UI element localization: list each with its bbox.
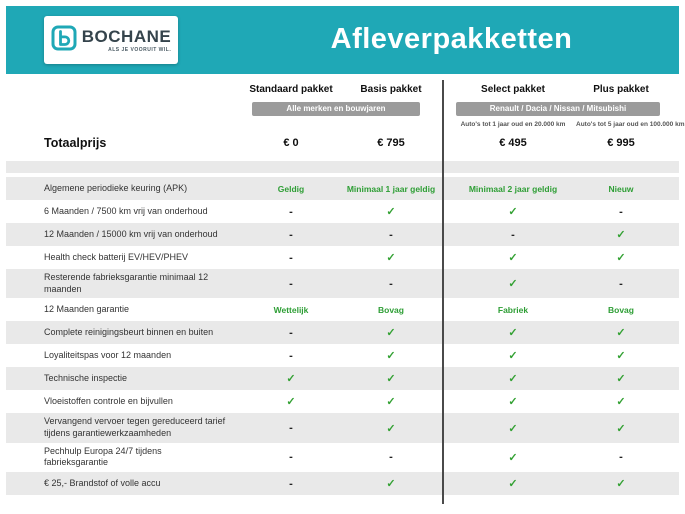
feature-label: Pechhulp Europa 24/7 tijdens fabrieksgarantie: [44, 445, 162, 468]
check-icon: ✓: [616, 327, 626, 340]
check-icon: ✓: [508, 327, 518, 340]
feature-label: Loyaliteitspas voor 12 maanden: [44, 350, 172, 361]
check-icon: ✓: [508, 478, 518, 491]
check-icon: ✓: [508, 422, 518, 435]
check-icon: ✓: [616, 396, 626, 409]
column-divider: [442, 80, 444, 504]
feature-label: 12 Maanden / 15000 km vrij van onderhoud: [44, 228, 218, 239]
column-headers: [6, 78, 679, 100]
dash-mark: -: [289, 228, 293, 241]
dash-mark: -: [389, 277, 393, 290]
check-icon: ✓: [508, 373, 518, 386]
dash-mark: -: [289, 277, 293, 290]
feature-row: [6, 443, 679, 472]
bochane-logo: [44, 16, 178, 64]
check-icon: ✓: [508, 252, 518, 264]
feature-label: 12 Maanden garantie: [44, 304, 130, 315]
feature-row: [6, 321, 679, 344]
feature-row: [6, 472, 679, 495]
dash-mark: -: [619, 277, 623, 290]
dash-mark: -: [289, 326, 293, 339]
spacer-row: [6, 161, 679, 173]
feature-row: [6, 413, 679, 442]
check-icon: ✓: [386, 373, 396, 386]
feature-label: Algemene periodieke keuring (APK): [44, 182, 188, 193]
feature-row: [6, 200, 679, 223]
check-icon: ✓: [616, 373, 626, 386]
total-price-plus: € 995: [607, 137, 635, 149]
feature-row: [6, 390, 679, 413]
feature-row: [6, 269, 679, 298]
check-icon: ✓: [508, 206, 518, 218]
dash-mark: -: [289, 251, 293, 264]
check-icon: ✓: [386, 206, 396, 218]
feature-value-text: Bovag: [378, 304, 404, 315]
dash-mark: -: [619, 451, 623, 464]
total-price-row: [6, 130, 679, 156]
feature-row: [6, 246, 679, 269]
column-header-standaard: Standaard pakket: [249, 83, 333, 95]
logo-text: [82, 28, 171, 53]
feature-value-text: Nieuw: [608, 183, 634, 194]
dash-mark: -: [511, 228, 515, 241]
feature-value-text: Minimaal 1 jaar geldig: [346, 183, 436, 194]
note-select: Auto's tot 1 jaar oud en 20.000 km: [460, 120, 566, 128]
check-icon: ✓: [616, 252, 626, 264]
dash-mark: -: [289, 477, 293, 490]
column-header-select: Select pakket: [481, 83, 545, 95]
dash-mark: -: [619, 205, 623, 218]
total-price-standaard: € 0: [283, 137, 299, 149]
check-icon: ✓: [616, 478, 626, 491]
feature-label: 6 Maanden / 7500 km vrij van onderhoud: [44, 205, 208, 216]
check-icon: ✓: [386, 350, 396, 363]
dash-mark: -: [289, 422, 293, 435]
column-header-plus: Plus pakket: [593, 83, 649, 95]
column-header-basis: Basis pakket: [360, 83, 422, 95]
bochane-logo-icon: [51, 25, 77, 56]
check-icon: ✓: [386, 396, 396, 409]
feature-value-text: Bovag: [608, 304, 634, 315]
check-icon: ✓: [286, 396, 296, 409]
package-comparison-table: [6, 78, 685, 495]
dash-mark: -: [389, 451, 393, 464]
check-icon: ✓: [386, 422, 396, 435]
check-icon: ✓: [386, 327, 396, 340]
brand-tagline: ALS JE VOORUIT WIL.: [108, 46, 172, 53]
check-icon: ✓: [508, 278, 518, 291]
note-plus: Auto's tot 5 jaar oud en 100.000 km: [576, 120, 685, 128]
total-price-select: € 495: [499, 137, 527, 149]
badge-renault-dacia-nissan-mitsubishi: Renault / Dacia / Nissan / Mitsubishi: [456, 102, 660, 117]
badge-all-brands: Alle merken en bouwjaren: [252, 102, 420, 117]
page-title: Afleverpakketten: [330, 22, 573, 55]
check-icon: ✓: [616, 350, 626, 363]
feature-row: [6, 177, 679, 200]
feature-label: Vloeistoffen controle en bijvullen: [44, 396, 173, 407]
dash-mark: -: [289, 451, 293, 464]
header-banner: [6, 6, 679, 74]
brand-name: BOCHANE: [81, 26, 172, 46]
check-icon: ✓: [386, 252, 396, 264]
feature-value-text: Geldig: [277, 183, 305, 194]
feature-label: € 25,- Brandstof of volle accu: [44, 477, 161, 488]
total-price-label: Totaalprijs: [44, 136, 107, 150]
total-price-basis: € 795: [377, 137, 405, 149]
feature-label: Technische inspectie: [44, 373, 128, 384]
feature-value-text: Fabriek: [497, 304, 529, 315]
dash-mark: -: [389, 228, 393, 241]
feature-label: Health check batterij EV/HEV/PHEV: [44, 251, 189, 262]
check-icon: ✓: [508, 451, 518, 464]
feature-label: Vervangend vervoer tegen gereduceerd tarief tijdens garantiewerkzaamheden: [44, 416, 226, 439]
feature-label: Resterende fabrieksgarantie minimaal 12 maanden: [44, 272, 209, 294]
feature-row: [6, 223, 679, 246]
brand-badges-row: [6, 100, 679, 118]
feature-row: [6, 344, 679, 367]
check-icon: ✓: [386, 478, 396, 491]
feature-value-text: Wettelijk: [273, 304, 309, 315]
check-icon: ✓: [616, 422, 626, 435]
feature-rows: [6, 177, 679, 495]
check-icon: ✓: [508, 396, 518, 409]
check-icon: ✓: [616, 229, 626, 241]
dash-mark: -: [289, 349, 293, 362]
feature-row: [6, 298, 679, 321]
check-icon: ✓: [508, 350, 518, 363]
feature-row: [6, 367, 679, 390]
column-notes-row: [6, 118, 685, 130]
check-icon: ✓: [286, 373, 296, 386]
feature-label: Complete reinigingsbeurt binnen en buiten: [44, 327, 214, 338]
feature-value-text: Minimaal 2 jaar geldig: [468, 183, 558, 194]
dash-mark: -: [289, 205, 293, 218]
